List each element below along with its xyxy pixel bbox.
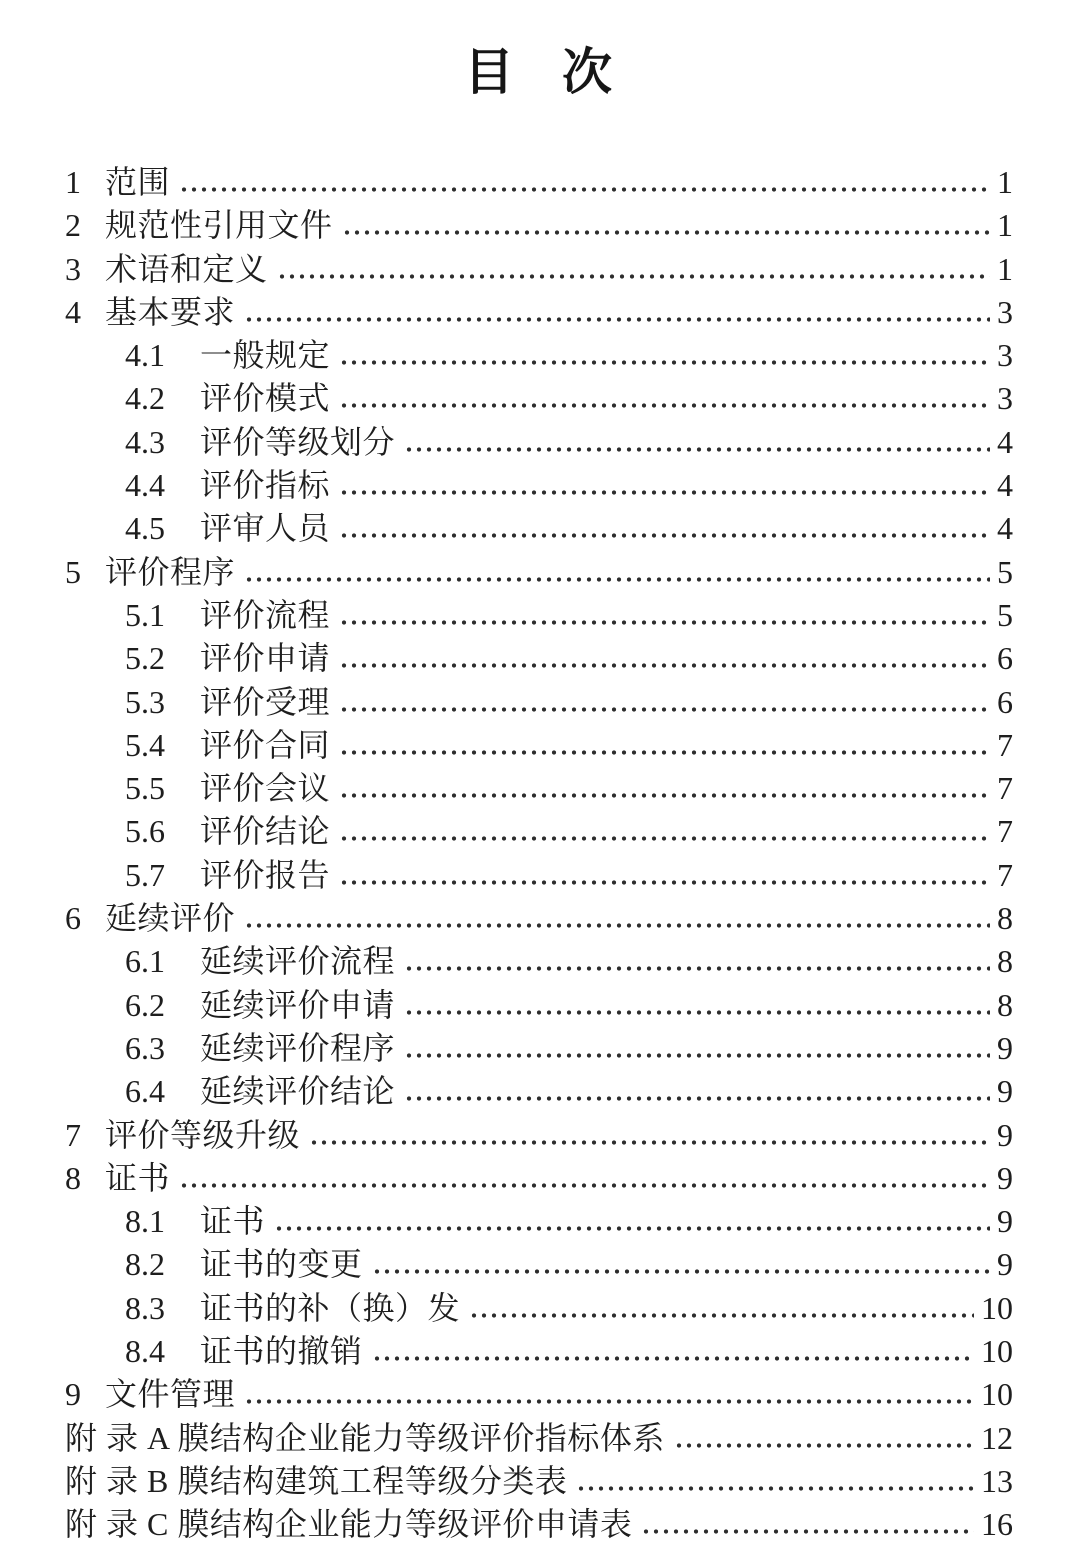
toc-row xyxy=(65,248,1013,291)
toc-row xyxy=(65,1070,1013,1113)
toc-entry-label: 评价模式 xyxy=(200,380,331,417)
toc-row xyxy=(65,291,1013,334)
toc-entry-number: 5.7 xyxy=(125,856,165,893)
dot-leader xyxy=(339,879,990,886)
dot-leader xyxy=(339,749,990,756)
toc-entry-label: 规范性引用文件 xyxy=(105,207,333,244)
toc-entry-page: 9 xyxy=(997,1203,1013,1240)
toc-entry-number: 5.2 xyxy=(125,640,165,677)
dot-leader xyxy=(469,1312,974,1319)
toc-row xyxy=(65,1114,1013,1157)
toc-row xyxy=(65,1503,1013,1546)
toc-entry-label: 延续评价申请 xyxy=(200,986,396,1023)
dot-leader xyxy=(404,1095,990,1102)
toc-entry-number: 8 xyxy=(65,1159,81,1196)
toc-row xyxy=(65,551,1013,594)
dot-leader xyxy=(244,922,990,929)
dot-leader xyxy=(339,489,990,496)
toc-entry-number: 5.6 xyxy=(125,813,165,850)
dot-leader xyxy=(372,1268,990,1275)
toc-entry-label: 评价流程 xyxy=(200,596,331,633)
toc-entry-page: 6 xyxy=(997,683,1013,720)
toc-entry-label: 评价受理 xyxy=(200,683,331,720)
toc-entry-number: 5.3 xyxy=(125,683,165,720)
toc-row xyxy=(65,1200,1013,1243)
dot-leader xyxy=(339,792,990,799)
toc-entry-number: 4.5 xyxy=(125,510,165,547)
dot-leader xyxy=(244,1398,974,1405)
dot-leader xyxy=(309,1139,990,1146)
toc-entry-page: 4 xyxy=(997,510,1013,547)
dot-leader xyxy=(404,1052,990,1059)
dot-leader xyxy=(404,1009,990,1016)
toc-entry-label: 基本要求 xyxy=(105,293,236,330)
toc-entry-label: 延续评价结论 xyxy=(200,1073,396,1110)
toc-row xyxy=(65,204,1013,247)
toc-row xyxy=(65,507,1013,550)
toc-entry-page: 8 xyxy=(997,943,1013,980)
toc-entry-page: 10 xyxy=(981,1333,1013,1370)
toc-entry-label: 评价会议 xyxy=(200,770,331,807)
toc-entry-label: 附 录 B 膜结构建筑工程等级分类表 xyxy=(65,1462,568,1499)
toc-entry-number: 6 xyxy=(65,900,81,937)
toc-row xyxy=(65,897,1013,940)
toc-entry-label: 评价申请 xyxy=(200,640,331,677)
toc-entry-page: 13 xyxy=(981,1462,1013,1499)
toc-entry-number: 8.2 xyxy=(125,1246,165,1283)
dot-leader xyxy=(274,1225,990,1232)
dot-leader xyxy=(339,706,990,713)
toc-row xyxy=(65,1373,1013,1416)
toc-entry-page: 7 xyxy=(997,770,1013,807)
toc-entry-page: 9 xyxy=(997,1246,1013,1283)
toc-row xyxy=(65,377,1013,420)
toc-entry-label: 文件管理 xyxy=(105,1376,236,1413)
toc-entry-page: 5 xyxy=(997,596,1013,633)
toc-entry-number: 4.4 xyxy=(125,467,165,504)
toc-row xyxy=(65,1460,1013,1503)
toc-entry-number: 7 xyxy=(65,1116,81,1153)
toc-entry-number: 3 xyxy=(65,250,81,287)
dot-leader xyxy=(339,662,990,669)
toc-entry-label: 证书的变更 xyxy=(200,1246,363,1283)
toc-entry-label: 评价等级升级 xyxy=(105,1116,301,1153)
toc-row xyxy=(65,1157,1013,1200)
toc-row xyxy=(65,161,1013,204)
toc-entry-page: 8 xyxy=(997,900,1013,937)
toc-entry-label: 一般规定 xyxy=(200,337,331,374)
toc-entry-number: 5 xyxy=(65,553,81,590)
toc-row xyxy=(65,464,1013,507)
toc-entry-number: 4.3 xyxy=(125,423,165,460)
dot-leader xyxy=(339,619,990,626)
toc-row xyxy=(65,334,1013,377)
toc-entry-label: 评价报告 xyxy=(200,856,331,893)
toc-row xyxy=(65,1330,1013,1373)
toc-entry-number: 1 xyxy=(65,164,81,200)
toc-entry-page: 9 xyxy=(997,1159,1013,1196)
toc-entry-page: 1 xyxy=(997,207,1013,244)
toc-entry-page: 10 xyxy=(981,1376,1013,1413)
dot-leader xyxy=(404,446,990,453)
toc-entry-page: 9 xyxy=(997,1116,1013,1153)
toc-entry-label: 证书 xyxy=(200,1203,266,1240)
toc-row xyxy=(65,724,1013,767)
dot-leader xyxy=(339,359,990,366)
toc-entry-number: 8.3 xyxy=(125,1289,165,1326)
dot-leader xyxy=(372,1355,974,1362)
toc-entry-number: 5.1 xyxy=(125,596,165,633)
dot-leader xyxy=(404,965,990,972)
toc-entry-label: 延续评价流程 xyxy=(200,943,396,980)
toc-entry-number: 6.1 xyxy=(125,943,165,980)
dot-leader xyxy=(339,532,990,539)
toc-entry-number: 9 xyxy=(65,1376,81,1413)
toc-entry-label: 范围 xyxy=(105,164,171,200)
dot-leader xyxy=(244,576,990,583)
toc-entry-number: 4.2 xyxy=(125,380,165,417)
toc-entry-label: 延续评价程序 xyxy=(200,1029,396,1066)
toc-entry-page: 6 xyxy=(997,640,1013,677)
toc-row xyxy=(65,594,1013,637)
toc-row xyxy=(65,681,1013,724)
toc-entry-number: 6.2 xyxy=(125,986,165,1023)
toc-entry-page: 4 xyxy=(997,467,1013,504)
toc-list xyxy=(65,161,1013,1547)
toc-entry-label: 评价指标 xyxy=(200,467,331,504)
toc-entry-number: 8.4 xyxy=(125,1333,165,1370)
dot-leader xyxy=(339,402,990,409)
toc-entry-label: 评价程序 xyxy=(105,553,236,590)
dot-leader xyxy=(179,1182,990,1189)
toc-entry-label: 证书的撤销 xyxy=(200,1333,363,1370)
toc-entry-page: 9 xyxy=(997,1029,1013,1066)
toc-entry-number: 6.4 xyxy=(125,1073,165,1110)
dot-leader xyxy=(244,316,990,323)
dot-leader xyxy=(179,186,990,193)
toc-entry-page: 5 xyxy=(997,553,1013,590)
toc-row xyxy=(65,984,1013,1027)
toc-entry-page: 4 xyxy=(997,423,1013,460)
toc-entry-page: 7 xyxy=(997,813,1013,850)
toc-entry-number: 4.1 xyxy=(125,337,165,374)
toc-entry-page: 12 xyxy=(981,1419,1013,1456)
toc-entry-number: 8.1 xyxy=(125,1203,165,1240)
toc-entry-page: 3 xyxy=(997,380,1013,417)
toc-entry-label: 评价结论 xyxy=(200,813,331,850)
dot-leader xyxy=(339,835,990,842)
toc-entry-page: 3 xyxy=(997,293,1013,330)
toc-entry-page: 7 xyxy=(997,726,1013,763)
toc-entry-number: 2 xyxy=(65,207,81,244)
toc-row xyxy=(65,854,1013,897)
toc-entry-page: 7 xyxy=(997,856,1013,893)
toc-entry-label: 证书 xyxy=(105,1159,171,1196)
dot-leader xyxy=(342,229,990,236)
dot-leader xyxy=(641,1528,974,1535)
toc-entry-page: 16 xyxy=(981,1506,1013,1543)
toc-row xyxy=(65,767,1013,810)
toc-row xyxy=(65,637,1013,680)
toc-entry-page: 1 xyxy=(997,164,1013,200)
toc-row xyxy=(65,1027,1013,1070)
toc-row xyxy=(65,940,1013,983)
toc-entry-label: 证书的补（换）发 xyxy=(200,1289,461,1326)
dot-leader xyxy=(674,1442,974,1449)
toc-entry-label: 评审人员 xyxy=(200,510,331,547)
toc-entry-label: 附 录 A 膜结构企业能力等级评价指标体系 xyxy=(65,1419,665,1456)
toc-entry-label: 延续评价 xyxy=(105,900,236,937)
toc-entry-number: 6.3 xyxy=(125,1029,165,1066)
toc-row xyxy=(65,810,1013,853)
toc-entry-page: 10 xyxy=(981,1289,1013,1326)
toc-row xyxy=(65,1243,1013,1286)
toc-entry-page: 1 xyxy=(997,250,1013,287)
toc-entry-page: 3 xyxy=(997,337,1013,374)
toc-entry-page: 8 xyxy=(997,986,1013,1023)
toc-entry-number: 4 xyxy=(65,293,81,330)
toc-entry-label: 评价合同 xyxy=(200,726,331,763)
page-title: 目 次 xyxy=(464,44,614,100)
toc-entry-number: 5.4 xyxy=(125,726,165,763)
toc-entry-label: 术语和定义 xyxy=(105,250,268,287)
toc-entry-number: 5.5 xyxy=(125,770,165,807)
toc-row xyxy=(65,421,1013,464)
dot-leader xyxy=(277,273,990,280)
toc-entry-label: 附 录 C 膜结构企业能力等级评价申请表 xyxy=(65,1506,633,1543)
dot-leader xyxy=(576,1485,974,1492)
toc-row xyxy=(65,1417,1013,1460)
toc-row xyxy=(65,1287,1013,1330)
toc-entry-label: 评价等级划分 xyxy=(200,423,396,460)
toc-entry-page: 9 xyxy=(997,1073,1013,1110)
